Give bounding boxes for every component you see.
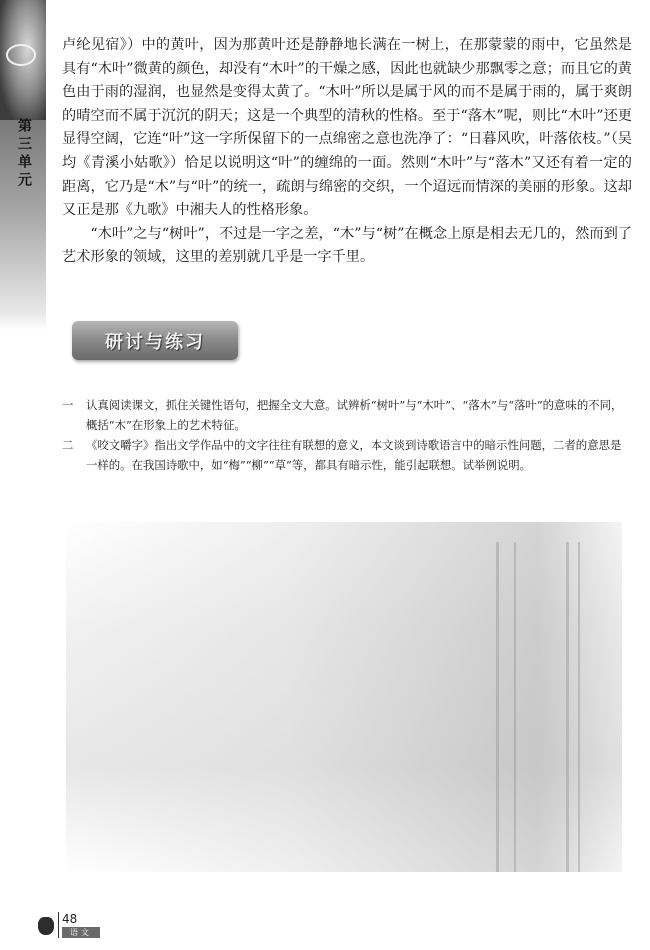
- section-header-badge: [72, 321, 238, 360]
- body-paragraph: “木叶”之与“树叶”，不过是一字之差，“木”与“树”在概念上原是相去无几的，然而到了艺术形象的领域，这里的差别就几乎是一字千里。: [62, 225, 632, 266]
- exercise-item: [62, 435, 632, 475]
- exercise-number: 一: [62, 398, 74, 412]
- section-title: 研讨与练习: [105, 331, 205, 353]
- exercise-text: 认真阅读课文，抓住关键性语句，把握全文大意。试辨析“树叶”与“木叶”、“落木”与“落叶”的意味的不同，概括“木”在形象上的艺术特征。: [86, 398, 623, 432]
- subject-tag: 语文: [62, 927, 100, 938]
- decorative-ring: [6, 44, 36, 66]
- article-body: [62, 34, 632, 270]
- seal-icon: [38, 917, 54, 935]
- exercise-text: 《咬文嚼字》指出文学作品中的文字往往有联想的意义，本文谈到诗歌语言中的暗示性问题，二者的意思是一样的。在我国诗歌中，如“梅”“柳”“草”等，都具有暗示性，能引起联想。试举例说明。: [86, 438, 622, 472]
- page-number: 48: [62, 912, 78, 926]
- exercise-item: [62, 395, 632, 435]
- unit-label: 第三单元: [16, 118, 32, 190]
- exercise-number: 二: [62, 438, 74, 452]
- texture-stem: [514, 542, 516, 872]
- texture-stem: [566, 542, 569, 872]
- exercise-list: [62, 395, 632, 475]
- decorative-side-strip: [0, 0, 46, 330]
- texture-stem: [496, 542, 499, 872]
- body-paragraph: 卢纶见宿》）中的黄叶，因为那黄叶还是静静地长满在一树上，在那蒙蒙的雨中，它虽然是具有“木叶”微黄的颜色，却没有“木叶”的干燥之感，因此也就缺少那飘零之意；而且它的黄色由于雨的湿润，也显然是变得太黄了。“木叶”所以是属于风的而不是属于雨的，属于爽朗的晴空而不属于沉沉的阴天；这是一个典型的清秋的性格。至于“落木”呢，则比“木叶”还更显得空阔，它连“叶”这一字所保留下的一点绵密之意也洗净了：“日暮风吹，叶落依枝。”（吴均《青溪小姑歌》）恰足以说明这“叶”的缠绵的一面。然则“木叶”与“落木”又还有着一定的距离，它乃是“木”与“叶”的统一，疏朗与绵密的交织，一个迢远而情深的美丽的形象。这却又正是那《九歌》中湘夫人的性格形象。: [62, 37, 632, 219]
- footer-divider: [58, 912, 59, 938]
- texture-stem: [578, 542, 580, 872]
- background-texture: [66, 522, 622, 872]
- bamboo-illustration: [0, 0, 46, 120]
